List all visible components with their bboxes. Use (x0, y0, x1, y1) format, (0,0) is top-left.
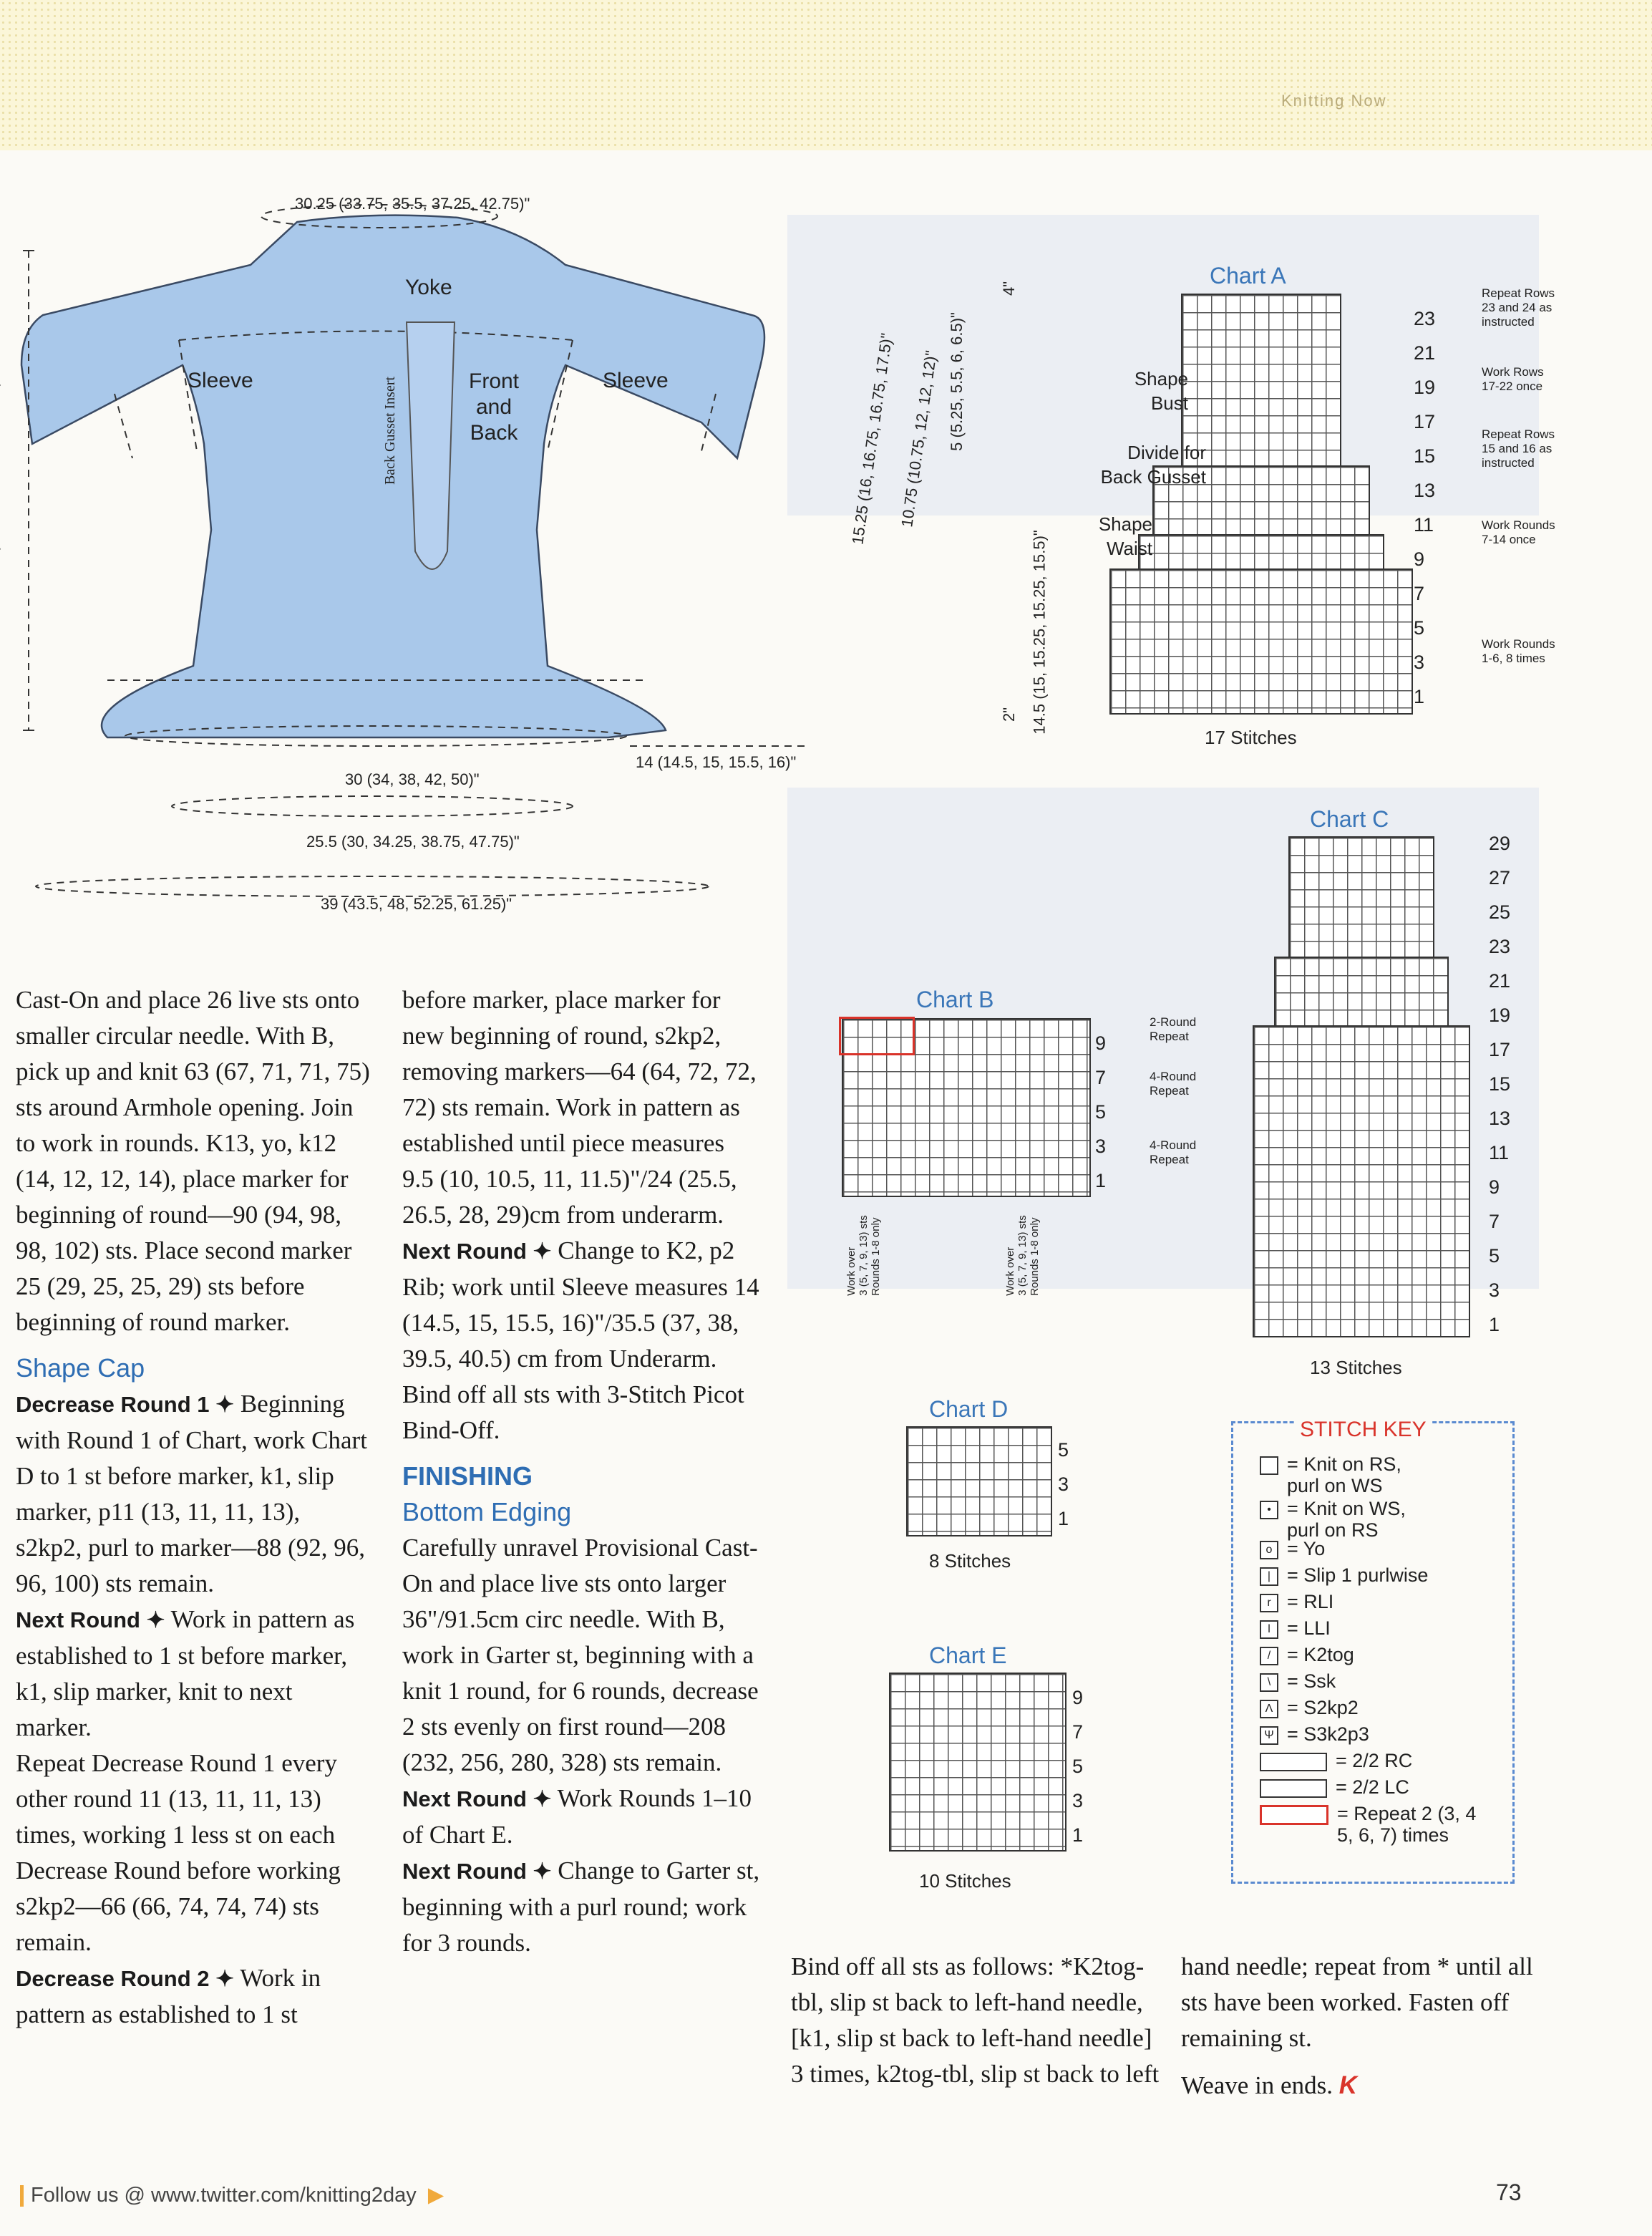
chart-b-row-9: 9 (1095, 1032, 1107, 1054)
end-mark: K (1338, 2071, 1357, 2099)
chart-a-row-17: 17 (1414, 411, 1436, 432)
stitch-symbol-icon: | (1260, 1567, 1278, 1586)
chart-b-note-3: 4-Round Repeat (1150, 1138, 1197, 1166)
stitch-symbol-icon: Ψ (1260, 1726, 1278, 1745)
measure-armhole: 5 (5.25, 5.5, 6, 6.5)" (947, 312, 966, 451)
chart-a-row-21: 21 (1414, 342, 1436, 364)
top-dotted-band (0, 0, 1652, 150)
chart-a-row-11: 11 (1414, 514, 1434, 536)
stitch-key-item (1260, 1617, 1331, 1639)
stitch-key-text: = Slip 1 purlwise (1287, 1564, 1429, 1586)
dec2-paragraph (16, 1960, 370, 2033)
col1-paragraph: Cast-On and place 26 live sts onto smaller circular needle. With B, pick up and knit 63 (67, 71, 71, 75) sts around Armhole opening. Join to work in rounds. K13, yo, k12 (14, 12, 12, 14), place marker for beginning of round—90 (94, 98, 98, 102) sts. Place second marker 25 (29, 25, 25, 29) sts before beginning of round marker. (16, 986, 370, 1336)
sleeve-left-label: Sleeve (188, 369, 253, 392)
chart-b-title: Chart B (916, 987, 994, 1012)
chart-c-row-1: 1 (1489, 1314, 1500, 1335)
chart-a-row-15: 15 (1414, 445, 1436, 467)
stitch-key-text: = Yo (1287, 1538, 1326, 1559)
chart-c-row-11: 11 (1489, 1142, 1510, 1163)
chart-b-vnote-1: Work over 3 (5, 7, 9, 13) sts Rounds 1-8 only (845, 1215, 882, 1296)
stitch-symbol-icon (1260, 1779, 1327, 1798)
chart-c-lower (1253, 1025, 1470, 1337)
next3-paragraph (402, 1781, 760, 1853)
chart-e-title: Chart E (929, 1642, 1007, 1668)
next4-label: Next Round ✦ (402, 1859, 552, 1884)
measure-yoke-depth: 4" (1000, 281, 1019, 296)
stitch-key-item (1260, 1498, 1406, 1541)
next4-paragraph (402, 1853, 760, 1961)
chart-a-step (1138, 534, 1384, 571)
chart-d-stitches: 8 Stitches (929, 1550, 1011, 1572)
chart-a-title: Chart A (1210, 263, 1286, 289)
running-title: Knitting Now (1281, 92, 1387, 110)
measure-upper-arm: 15.25 (16, 16.75, 16.75, 17.5)" (848, 331, 896, 546)
shape-cap-heading: Shape Cap (16, 1353, 145, 1383)
stitch-key-text: = RLI (1287, 1591, 1334, 1612)
chart-b-row-3: 3 (1095, 1136, 1107, 1157)
footer-arrow-icon: ▶ (427, 2184, 444, 2207)
chart-a-lower (1109, 568, 1413, 715)
stitch-key-item (1260, 1538, 1325, 1559)
stitch-key-item (1260, 1591, 1333, 1612)
chart-a-note-4: Work Rounds 7-14 once (1482, 518, 1555, 546)
chart-c-row-7: 7 (1489, 1211, 1500, 1232)
chart-e-grid (889, 1673, 1066, 1852)
chart-a-row-23: 23 (1414, 308, 1436, 329)
chart-a-row-3: 3 (1414, 652, 1425, 673)
stitch-key-text: = 2/2 LC (1336, 1776, 1409, 1798)
stitch-symbol-icon: / (1260, 1647, 1278, 1665)
chart-b-vnote-2: Work over 3 (5, 7, 9, 13) sts Rounds 1-8 only (1004, 1215, 1041, 1296)
next2-text: Change to K2, p2 Rib; work until Sleeve measures 14 (14.5, 15, 15.5, 16)"/35.5 (37, 38, 39.5, 40.5) cm from Underarm. Bind off all sts with 3-Stitch Picot Bind-Off. (402, 1236, 759, 1444)
stitch-key-item (1260, 1644, 1354, 1665)
text-column-2 (402, 982, 760, 1961)
stitch-key-item (1260, 1776, 1409, 1798)
next2-paragraph (402, 1233, 760, 1448)
dec1-paragraph (16, 1386, 370, 1602)
stitch-symbol-icon: l (1260, 1620, 1278, 1639)
stitch-key-text: = 2/2 RC (1336, 1750, 1413, 1771)
stitch-key-item (1260, 1670, 1336, 1692)
chart-d-row-5: 5 (1058, 1439, 1069, 1461)
col2-paragraph-1: before marker, place marker for new beginning of round, s2kp2, removing markers—64 (64, 72, 72, 72) sts remain. Work in pattern as established until piece measures 9.5 (10, 10.5, 11, 11.5)"/24 (25.5, 26.5, 28, 29)cm from underarm. (402, 986, 757, 1229)
dec1-text: Beginning with Round 1 of Chart, work Chart D to 1 st before marker, k1, slip marker, p11 (13, 11, 11, 13), s2kp2, purl to marker—88 (92, 96, 96, 100) sts remain. (16, 1390, 367, 1597)
next3-text: Work Rounds 1–10 of Chart E. (402, 1784, 752, 1849)
repeat-paragraph: Repeat Decrease Round 1 every other round 11 (13, 11, 11, 13) times, working 1 less st on each Decrease Round before working s2kp2—66 (66, 74, 74, 74) sts remain. (16, 1749, 341, 1956)
chart-e-row-7: 7 (1072, 1721, 1084, 1743)
chart-c-row-21: 21 (1489, 970, 1511, 992)
chart-c-row-23: 23 (1489, 936, 1511, 957)
stitch-key-text: = Repeat 2 (3, 4 5, 6, 7) times (1337, 1803, 1477, 1846)
stitch-key-item (1260, 1750, 1412, 1771)
chart-b-note-1: 2-Round Repeat (1150, 1015, 1197, 1043)
chart-e-row-3: 3 (1072, 1790, 1084, 1811)
measure-sleeve: 14 (14.5, 15, 15.5, 16)" (636, 753, 797, 771)
stitch-symbol-icon (1260, 1805, 1328, 1825)
chart-e-row-9: 9 (1072, 1687, 1084, 1708)
stitch-key-text: = K2tog (1287, 1644, 1354, 1665)
chart-a-row-13: 13 (1414, 480, 1436, 501)
chart-a-divide: Divide for Back Gusset (1100, 442, 1206, 488)
stitch-key-item (1260, 1564, 1428, 1586)
dec2-label: Decrease Round 2 ✦ (16, 1966, 235, 1991)
col2-paragraph-2: Carefully unravel Provisional Cast-On and place live sts onto larger 36"/91.5cm circ needle. With B, work in Garter st, beginning with a knit 1 round, for 6 rounds, decrease 2 sts evenly on first round—208 (232, 256, 280, 328) sts remain. (402, 1534, 759, 1776)
measure-body-length: 14.5 (15, 15.25, 15.25, 15.5)" (1030, 530, 1049, 735)
chart-c-row-13: 13 (1489, 1108, 1511, 1129)
measure-waist: 30 (34, 38, 42, 50)" (345, 770, 480, 788)
chart-b-repeat-box (839, 1017, 915, 1055)
front-back-label: Front and Back (469, 369, 520, 445)
text-column-3 (791, 1949, 1170, 2092)
sleeve-right-label: Sleeve (603, 369, 669, 392)
col4-end-paragraph (1181, 2068, 1553, 2104)
measure-hip: 39 (43.5, 48, 52.25, 61.25)" (321, 895, 512, 913)
chart-a-row-7: 7 (1414, 583, 1425, 604)
chart-a-note-1: Repeat Rows 23 and 24 as instructed (1482, 286, 1555, 329)
stitch-symbol-icon: Λ (1260, 1700, 1278, 1718)
footer-twitter[interactable] (20, 2182, 444, 2207)
footer-bar (20, 2185, 24, 2207)
next2-label: Next Round ✦ (402, 1239, 552, 1264)
footer-text: Follow us @ www.twitter.com/knitting2day (31, 2184, 417, 2207)
next1-label: Next Round ✦ (16, 1607, 165, 1632)
chart-e-stitches: 10 Stitches (919, 1870, 1011, 1892)
measure-hem: 2" (1000, 707, 1019, 722)
chart-d-title: Chart D (929, 1396, 1009, 1422)
measure-chest: 25.5 (30, 34.25, 38.75, 47.75)" (306, 833, 520, 851)
chart-c-stitches: 13 Stitches (1310, 1357, 1402, 1378)
chart-c-row-25: 25 (1489, 901, 1511, 923)
text-column-4 (1181, 1949, 1553, 2104)
chart-c-mid (1274, 957, 1449, 1028)
gusset-outline (407, 322, 455, 569)
stitch-key-text: = S2kp2 (1287, 1697, 1359, 1718)
measure-cuff: 10.75 (10.75, 12, 12, 12)" (898, 349, 941, 528)
chart-e-row-1: 1 (1072, 1824, 1084, 1846)
col4-paragraph: hand needle; repeat from * until all sts have been worked. Fasten off remaining st. (1181, 1952, 1533, 2052)
chart-c-row-3: 3 (1489, 1279, 1500, 1301)
dec1-label: Decrease Round 1 ✦ (16, 1392, 235, 1417)
chart-b-row-7: 7 (1095, 1067, 1107, 1088)
stitch-key-item (1260, 1697, 1359, 1718)
text-column-1 (16, 982, 370, 2033)
chart-c-title: Chart C (1310, 806, 1389, 832)
chart-a-stitches: 17 Stitches (1205, 727, 1297, 748)
next1-paragraph (16, 1602, 370, 1746)
stitch-key-text: = Ssk (1287, 1670, 1336, 1692)
chart-c-row-15: 15 (1489, 1073, 1511, 1095)
col3-paragraph: Bind off all sts as follows: *K2tog-tbl, slip st back to left-hand needle, [k1, slip st back to left-hand needle] 3 times, k2tog-tbl, slip st back to left (791, 1952, 1160, 2088)
gusset-label: Back Gusset Insert (382, 376, 399, 485)
chart-b-row-1: 1 (1095, 1170, 1107, 1191)
stitch-key-text: = S3k2p3 (1287, 1723, 1369, 1745)
chart-a-row-5: 5 (1414, 617, 1425, 639)
chart-a-note-5: Work Rounds 1-6, 8 times (1482, 637, 1555, 665)
chart-c-row-9: 9 (1489, 1176, 1500, 1198)
chart-a-row-19: 19 (1414, 377, 1436, 398)
chart-c-row-27: 27 (1489, 867, 1511, 889)
chart-c-row-17: 17 (1489, 1039, 1511, 1060)
measure-length (0, 375, 1, 589)
dec2-text: Work in pattern as established to 1 st (16, 1964, 321, 2028)
chart-a-note-2: Work Rows 17-22 once (1482, 365, 1544, 393)
chart-a-note-3: Repeat Rows 15 and 16 as instructed (1482, 427, 1555, 470)
chart-c-row-5: 5 (1489, 1245, 1500, 1267)
measure-neck: 30.25 (33.75, 35.5, 37.25, 42.75)" (295, 195, 530, 213)
stitch-key-text: = Knit on WS, purl on RS (1287, 1498, 1406, 1541)
chart-d-row-3: 3 (1058, 1473, 1069, 1495)
finishing-heading: FINISHING (402, 1461, 533, 1491)
stitch-symbol-icon (1260, 1456, 1278, 1475)
chart-c-top (1288, 836, 1434, 959)
stitch-key-item (1260, 1453, 1401, 1496)
chart-c-row-29: 29 (1489, 833, 1511, 854)
stitch-symbol-icon: • (1260, 1501, 1278, 1519)
stitch-key-text: = Knit on RS, purl on WS (1287, 1453, 1401, 1496)
stitch-key-title: STITCH KEY (1294, 1418, 1432, 1442)
next3-label: Next Round ✦ (402, 1786, 552, 1811)
chart-d-grid (906, 1426, 1052, 1536)
chart-a-shape-waist: Shape Waist (1098, 513, 1152, 559)
weave-text: Weave in ends. (1181, 2071, 1333, 2099)
chart-a-shape-bust: Shape Bust (1134, 368, 1188, 414)
stitch-key-item (1260, 1723, 1369, 1745)
chart-d-row-1: 1 (1058, 1508, 1069, 1529)
stitch-symbol-icon (1260, 1753, 1327, 1771)
chart-b-row-5: 5 (1095, 1101, 1107, 1123)
chart-a-row-1: 1 (1414, 686, 1425, 707)
chart-b-note-2: 4-Round Repeat (1150, 1070, 1197, 1098)
stitch-key-item (1260, 1803, 1476, 1846)
stitch-key-text: = LLI (1287, 1617, 1331, 1639)
bottom-edging-heading: Bottom Edging (402, 1497, 572, 1526)
stitch-symbol-icon: \ (1260, 1673, 1278, 1692)
page-number: 73 (1496, 2179, 1522, 2205)
next1-text: Work in pattern as established to 1 st before marker, k1, slip marker, knit to next marker. (16, 1605, 355, 1741)
next4-text: Change to Garter st, beginning with a purl round; work for 3 rounds. (402, 1857, 760, 1957)
yoke-label: Yoke (405, 276, 452, 299)
stitch-symbol-icon: o (1260, 1541, 1278, 1559)
stitch-symbol-icon: r (1260, 1594, 1278, 1612)
chart-a-row-9: 9 (1414, 548, 1425, 570)
chart-e-row-5: 5 (1072, 1756, 1084, 1777)
chart-c-row-19: 19 (1489, 1005, 1511, 1026)
